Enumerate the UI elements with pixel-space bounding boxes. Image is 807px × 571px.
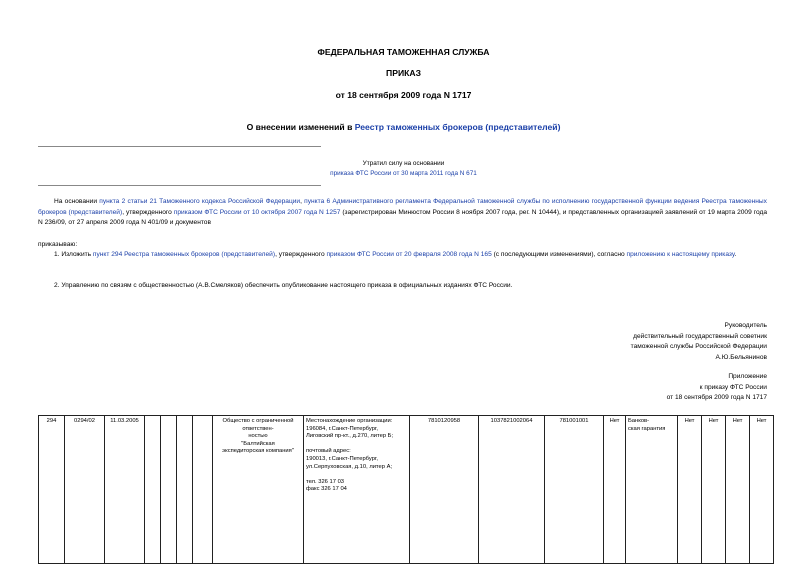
appendix-line: Приложение	[728, 373, 767, 380]
org-line: экспедиторская компания"	[222, 448, 294, 455]
cell-number: 294	[39, 416, 65, 564]
cell-empty	[177, 416, 193, 564]
signature-name: А.Ю.Бельянинов	[715, 353, 767, 361]
text: На основании	[54, 198, 100, 205]
text: , утвержденного	[122, 208, 174, 216]
cell-date: 11.03.2005	[105, 416, 145, 564]
appendix-link[interactable]: приложению к настоящему приказу	[626, 251, 735, 258]
text: .	[734, 251, 737, 258]
agency-title: ФЕДЕРАЛЬНАЯ ТАМОЖЕННАЯ СЛУЖБА	[317, 47, 490, 57]
status-line: Утратил силу на основании	[362, 160, 445, 167]
doc-title-prefix: О внесении изменений в	[246, 122, 355, 132]
signature-line: действительный государственный советник	[633, 332, 767, 340]
cell-flag: Нет	[678, 416, 702, 564]
addr-line: 196084, г.Санкт-Петербург,	[306, 425, 378, 432]
guarantee-line: Банков-	[628, 418, 650, 424]
addr-line: факс 326 17 04	[306, 486, 347, 493]
doc-title	[0, 122, 807, 132]
cell-flag: Нет	[702, 416, 726, 564]
order-word: приказываю:	[38, 241, 78, 248]
signature-line: Руководитель	[724, 322, 767, 329]
text: , утвержденного	[275, 251, 327, 258]
cell-empty	[161, 416, 177, 564]
cell-organization	[213, 416, 304, 564]
item-2: 2. Управлению по связям с общественностью (А.В.Смеляков) обеспечить опубликование настоящего приказа в официальных изданиях ФТС России.	[54, 282, 513, 289]
addr-line: Лиговский пр-кт., д.270, литер Б;	[306, 433, 394, 440]
cell-inn: 7810120958	[410, 416, 479, 564]
registry-link[interactable]: Реестр таможенных брокеров (представителей)	[354, 122, 561, 132]
appendix-line: к приказу ФТС России	[699, 383, 767, 391]
cell-ogrn: 1037821002064	[479, 416, 545, 564]
text: (зарегистрирован Минюстом России 8 ноября 2007 года, рег. N 10444), и представленных организацией заявлений от 19 марта 2009 года N 236/09, от 27 апреля 2009 года N 401/09 и документов	[38, 208, 767, 227]
status-link-wrap	[0, 169, 807, 179]
order-1257-link[interactable]: приказом ФТС России от 10 октября 2007 года N 1257	[173, 208, 341, 216]
addr-line: Местонахождение организации:	[306, 418, 393, 424]
table-row	[39, 416, 774, 564]
doc-type: ПРИКАЗ	[386, 68, 421, 78]
text: ,	[300, 198, 305, 205]
guarantee-line: ская гарантия	[628, 425, 666, 432]
cell-flag: Нет	[726, 416, 750, 564]
appendix-line: от 18 сентября 2009 года N 1717	[666, 394, 767, 402]
cell-reg-number: 0294/02	[65, 416, 105, 564]
org-line: ответствен-	[242, 425, 274, 432]
org-line: ностью	[248, 433, 268, 440]
text: 1. Изложить	[54, 251, 93, 258]
customs-code-link[interactable]: пункта 2 статьи 21 Таможенного кодекса Российской Федерации	[99, 198, 301, 205]
spacer	[306, 471, 407, 479]
cell-flag: Нет	[604, 416, 626, 564]
cell-flag: Нет	[750, 416, 774, 564]
appendix-block	[507, 372, 767, 404]
addr-line: почтовый адрес:	[306, 448, 351, 455]
signature-block	[507, 321, 767, 363]
repeal-order-link[interactable]: приказа ФТС России от 30 марта 2011 года N 671	[330, 170, 477, 177]
divider-top	[38, 146, 321, 147]
signature-line: таможенной службы Российской Федерации	[630, 343, 767, 351]
cell-kpp: 781001001	[545, 416, 604, 564]
addr-line: 190013, г.Санкт-Петербург,	[306, 455, 378, 462]
addr-line: ул.Серпуховская, д.10, литер А;	[306, 463, 393, 470]
order-165-link[interactable]: приказом ФТС России от 20 февраля 2008 года N 165	[326, 251, 492, 258]
text: (с последующими изменениями), согласно	[491, 251, 627, 258]
registry-table	[38, 415, 774, 564]
point-294-link[interactable]: пункт 294 Реестра таможенных брокеров (представителей)	[92, 251, 276, 258]
addr-line: тел. 326 17 03	[306, 478, 345, 485]
regulation-link[interactable]: пункта 6 Административного регламента Федеральной таможенной службы по исполнению государственной функции ведения Реестра таможенных брокеров (представителей)	[38, 198, 767, 216]
org-line: Общество с ограниченной	[222, 418, 294, 424]
doc-date: от 18 сентября 2009 года N 1717	[335, 90, 472, 100]
preamble-paragraph	[38, 197, 767, 229]
org-line: "Балтийская	[241, 440, 275, 447]
cell-empty	[145, 416, 161, 564]
cell-empty	[193, 416, 213, 564]
cell-guarantee	[626, 416, 678, 564]
cell-address	[304, 416, 410, 564]
item-1	[38, 250, 767, 261]
divider-bottom	[38, 185, 321, 186]
